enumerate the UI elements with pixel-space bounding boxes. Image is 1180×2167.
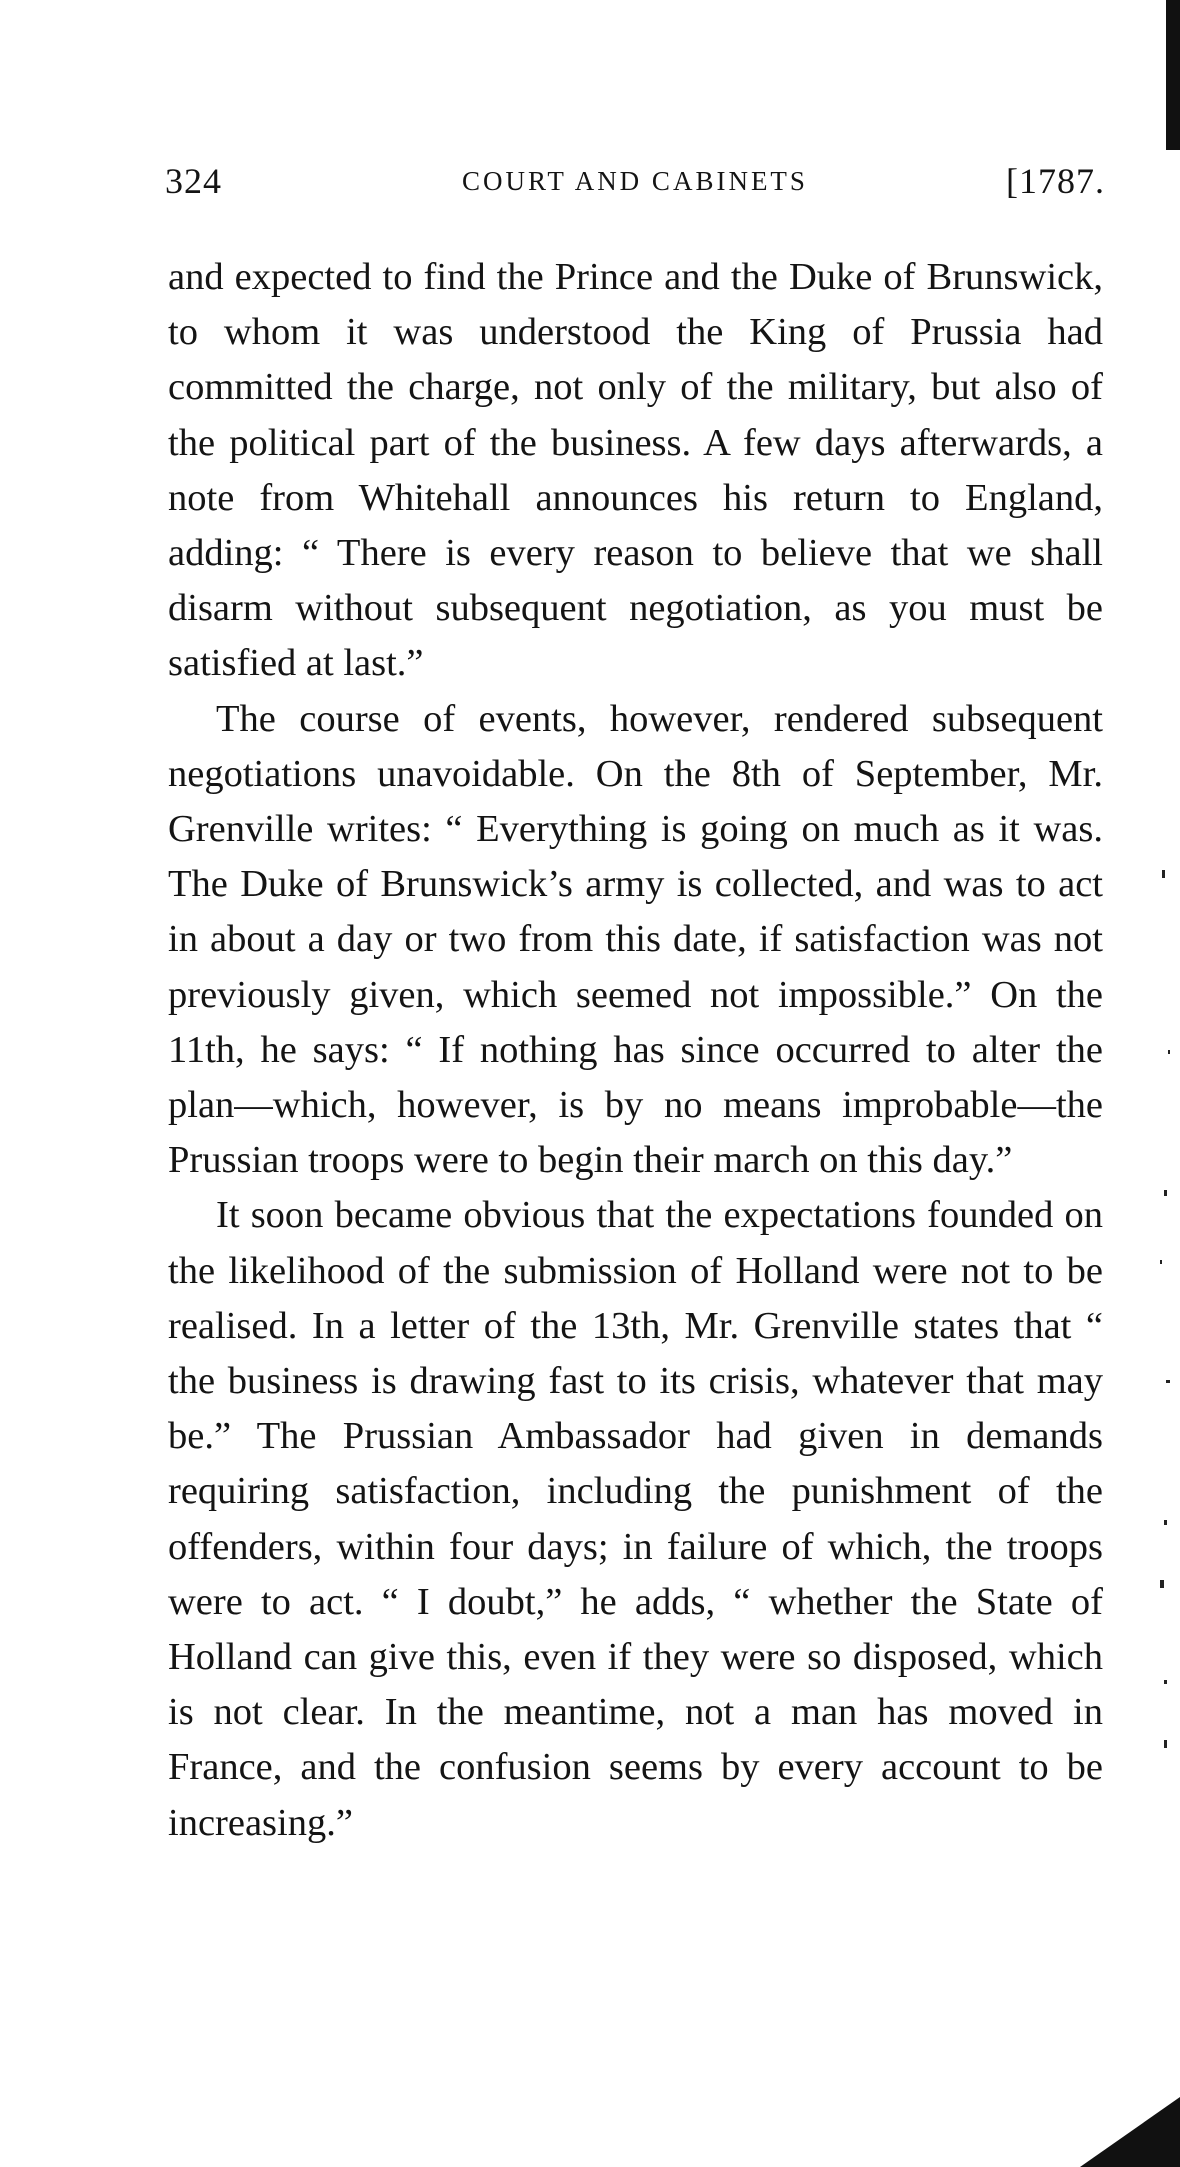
body-text	[168, 250, 1103, 1851]
running-year: [1787.	[1006, 161, 1105, 201]
page-edge-mark-bottom	[1080, 2097, 1180, 2167]
page-number: 324	[165, 161, 222, 201]
page-edge-specks	[1150, 860, 1180, 1760]
paragraph-2: The course of events, however, rendered subsequent negotiations unavoidable. On the 8th of September, Mr. Grenville writes: “ Everything is going on much as it was. The Duke of Brunswick’s army is collected, and was to act in about a day or two from this date, if satisfaction was not previously given, which seemed not impossible.” On the 11th, he says: “ If nothing has since occurred to alter the plan—which, however, is by no means improbable—the Prussian troops were to begin their march on this day.”	[168, 697, 1103, 1182]
running-head	[165, 160, 1105, 220]
running-title: COURT AND CABINETS	[462, 166, 808, 196]
paragraph-1: and expected to find the Prince and the Duke of Brunswick, to whom it was understood the King of Prussia had committed the charge, not only of the military, but also of the political part of the business. A few days afterwards, a note from Whitehall announces his return to England, adding: “ There is every reason to believe that we shall disarm without subsequent negotiation, as you must be satisfied at last.”	[168, 256, 1103, 685]
page-edge-mark-top	[1166, 0, 1180, 150]
paragraph-3: It soon became obvious that the expectations founded on the likelihood of the submission of Holland were not to be realised. In a letter of the 13th, Mr. Grenville states that “ the business is drawing fast to its crisis, whatever that may be.” The Prussian Ambassador had given in demands requiring satisfaction, including the punishment of the offenders, within four days; in failure of which, the troops were to act. “ I doubt,” he adds, “ whether the State of Holland can give this, even if they were so disposed, which is not clear. In the meantime, not a man has moved in France, and the confusion seems by every account to be increasing.”	[168, 1194, 1103, 1844]
